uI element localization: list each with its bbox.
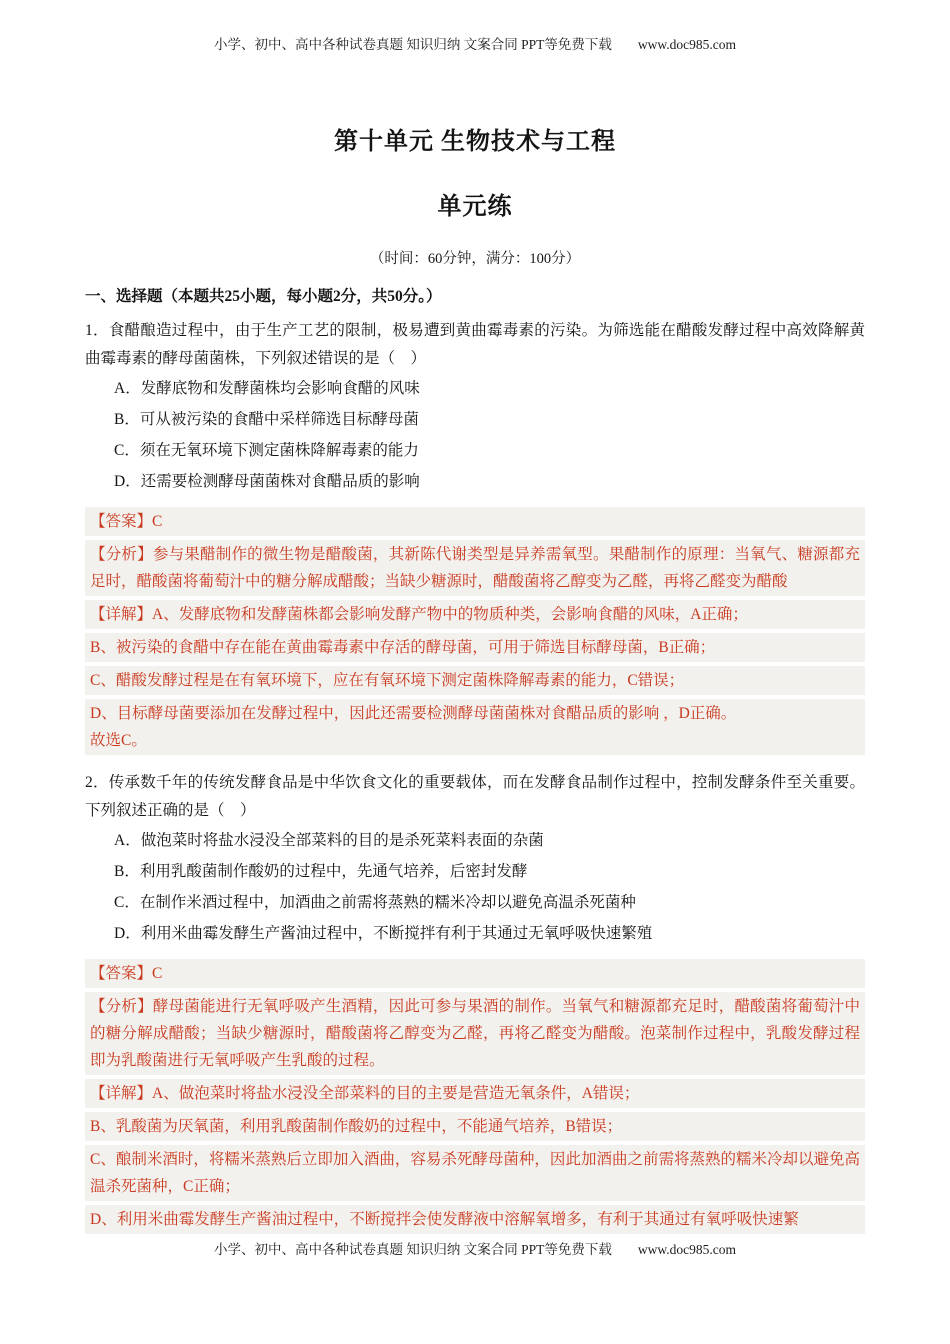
unit-title: 第十单元 生物技术与工程 (334, 129, 616, 155)
question-2-analysis: 【分析】酵母菌能进行无氧呼吸产生酒精，因此可参与果酒的制作。当氧气和糖源都充足时，醋酸菌将葡萄汁中的糖分解成醋酸；当缺少糖源时，醋酸菌将乙醇变为乙醛，再将乙醛变为醋酸。泡菜制作过程中，乳酸发酵过程即为乳酸菌进行无氧呼吸产生乳酸的过程。 (85, 992, 865, 1075)
question-1-option-c: C．须在无氧环境下测定菌株降解毒素的能力 (114, 442, 419, 459)
question-1-option-a: A．发酵底物和发酵菌株均会影响食醋的风味 (114, 380, 420, 397)
header-site-url[interactable]: www.doc985.com (637, 37, 736, 52)
question-1-detail-c: C、醋酸发酵过程是在有氧环境下，应在有氧环境下测定菌株降解毒素的能力，C错误； (85, 666, 865, 695)
question-2-detail-d: D、利用米曲霉发酵生产酱油过程中，不断搅拌会使发酵液中溶解氧增多，有利于其通过有氧呼吸快速繁 (85, 1205, 865, 1234)
question-1-stem: 1．食醋酿造过程中，由于生产工艺的限制，极易遭到黄曲霉毒素的污染。为筛选能在醋酸发酵过程中高效降解黄曲霉毒素的酵母菌菌株，下列叙述错误的是（ ） (85, 322, 865, 367)
question-1-detail-d (85, 699, 865, 755)
question-1-option-d: D．还需要检测酵母菌菌株对食醋品质的影响 (114, 473, 420, 490)
question-1 (85, 317, 865, 755)
question-2 (85, 769, 865, 1234)
question-1-conclusion: 故选C。 (90, 732, 147, 749)
question-2-answer: 【答案】C (85, 959, 865, 988)
question-1-detail-b: B、被污染的食醋中存在能在黄曲霉毒素中存活的酵母菌，可用于筛选目标酵母菌，B正确； (85, 633, 865, 662)
exam-meta: （时间：60分钟，满分：100分） (369, 251, 581, 267)
question-2-option-c: C．在制作米酒过程中，加酒曲之前需将蒸熟的糯米冷却以避免高温杀死菌种 (114, 894, 636, 911)
footer-promo-text: 小学、初中、高中各种试卷真题 知识归纳 文案合同 PPT等免费下载 (214, 1242, 612, 1257)
question-1-detail-d-line: D、目标酵母菌要添加在发酵过程中，因此还需要检测酵母菌菌株对食醋品质的影响 ，D正确。 (90, 705, 737, 722)
question-2-detail-a: 【详解】A、做泡菜时将盐水浸没全部菜料的目的主要是营造无氧条件，A错误； (85, 1079, 865, 1108)
footer-site-url[interactable]: www.doc985.com (637, 1242, 736, 1257)
question-2-stem: 2．传承数千年的传统发酵食品是中华饮食文化的重要载体，而在发酵食品制作过程中，控制发酵条件至关重要。下列叙述正确的是（ ） (85, 774, 865, 819)
section-1-header: 一、选择题（本题共25小题，每小题2分，共50分。） (85, 288, 442, 305)
question-2-option-d: D．利用米曲霉发酵生产酱油过程中，不断搅拌有利于其通过无氧呼吸快速繁殖 (114, 925, 653, 942)
question-2-option-a: A．做泡菜时将盐水浸没全部菜料的目的是杀死菜料表面的杂菌 (114, 832, 544, 849)
document-content (0, 121, 950, 1234)
question-1-detail-a: 【详解】A、发酵底物和发酵菌株都会影响发酵产物中的物质种类，会影响食醋的风味，A正确； (85, 600, 865, 629)
question-2-option-b: B．利用乳酸菌制作酸奶的过程中，先通气培养，后密封发酵 (114, 863, 528, 880)
page-header (0, 0, 950, 53)
header-promo-text: 小学、初中、高中各种试卷真题 知识归纳 文案合同 PPT等免费下载 (214, 37, 612, 52)
page-footer (0, 1238, 950, 1258)
question-2-detail-b: B、乳酸菌为厌氧菌，利用乳酸菌制作酸奶的过程中，不能通气培养，B错误； (85, 1112, 865, 1141)
question-2-detail-c: C、酿制米酒时，将糯米蒸熟后立即加入酒曲，容易杀死酵母菌种，因此加酒曲之前需将蒸熟的糯米冷却以避免高温杀死菌种，C正确； (85, 1145, 865, 1201)
question-1-analysis: 【分析】参与果醋制作的微生物是醋酸菌，其新陈代谢类型是异养需氧型。果醋制作的原理：当氧气、糖源都充足时，醋酸菌将葡萄汁中的糖分解成醋酸；当缺少糖源时，醋酸菌将乙醇变为乙醛，再将乙醛变为醋酸 (85, 540, 865, 596)
practice-subtitle: 单元练 (437, 194, 513, 220)
question-1-option-b: B．可从被污染的食醋中采样筛选目标酵母菌 (114, 411, 419, 428)
question-1-answer: 【答案】C (85, 507, 865, 536)
